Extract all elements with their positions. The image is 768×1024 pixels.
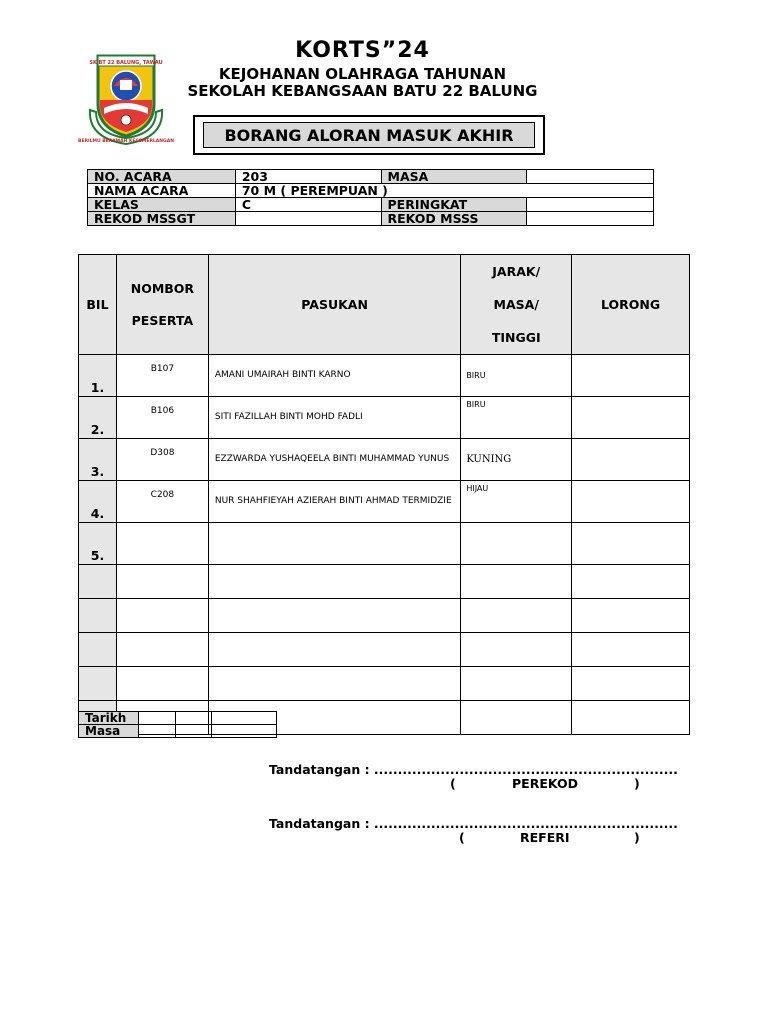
- masa-field-hour[interactable]: [138, 725, 175, 738]
- row-lorong[interactable]: [572, 633, 690, 667]
- header-jarak-line3: TINGGI: [491, 330, 541, 345]
- rekod-mssgt-label: REKOD MSSGT: [88, 212, 236, 226]
- masa-label: MASA: [381, 170, 527, 184]
- tarikh-masa-table: [78, 711, 277, 738]
- header-lorong: LORONG: [572, 255, 690, 355]
- header-bil: BIL: [79, 255, 117, 355]
- row-bil: 1.: [79, 355, 117, 397]
- tarikh-field-year[interactable]: [212, 712, 277, 725]
- form-title-box: [193, 115, 545, 155]
- form-title: BORANG ALORAN MASUK AKHIR: [203, 122, 535, 148]
- table-row-empty: [79, 565, 690, 599]
- row-jarak[interactable]: [461, 667, 572, 701]
- info-row: [88, 212, 654, 226]
- header-jarak-line1: JARAK/: [492, 264, 541, 279]
- event-info-table: [87, 169, 654, 226]
- row-pasukan[interactable]: [208, 667, 460, 701]
- row-pasukan[interactable]: [208, 523, 460, 565]
- masa-value[interactable]: [527, 170, 654, 184]
- row-bil: 4.: [79, 481, 117, 523]
- row-lorong[interactable]: [572, 355, 690, 397]
- row-nombor[interactable]: [116, 667, 208, 701]
- tarikh-field-day[interactable]: [138, 712, 175, 725]
- row-nombor[interactable]: [116, 633, 208, 667]
- row-pasukan[interactable]: AMANI UMAIRAH BINTI KARNO: [208, 355, 460, 397]
- event-subtitle: KEJOHANAN OLAHRAGA TAHUNAN: [218, 65, 507, 83]
- row-bil: 5.: [79, 523, 117, 565]
- table-row: [79, 523, 690, 565]
- rekod-msss-label: REKOD MSSS: [381, 212, 527, 226]
- signature-line-referi[interactable]: Tandatangan : ................................................................: [269, 816, 678, 831]
- row-jarak[interactable]: BIRU: [461, 397, 572, 439]
- no-acara-label: NO. ACARA: [88, 170, 236, 184]
- row-nombor[interactable]: [116, 523, 208, 565]
- role-referi: REFERI: [520, 830, 570, 845]
- info-row: [88, 170, 654, 184]
- table-row-empty: [79, 633, 690, 667]
- nama-acara-label: NAMA ACARA: [88, 184, 236, 198]
- row-bil: [79, 565, 117, 599]
- table-row: [79, 439, 690, 481]
- school-logo: [78, 50, 174, 146]
- logo-bottom-text: BERILMU BERAMAH KECEMERLANGAN: [78, 139, 174, 144]
- header-nombor-line2: PESERTA: [131, 312, 194, 328]
- role-perekod: PEREKOD: [512, 776, 578, 791]
- row-jarak[interactable]: [461, 599, 572, 633]
- table-row: [79, 397, 690, 439]
- table-row-empty: [79, 667, 690, 701]
- row-jarak[interactable]: [461, 701, 572, 735]
- row-bil: [79, 633, 117, 667]
- row-bil: [79, 667, 117, 701]
- row-lorong[interactable]: [572, 397, 690, 439]
- row-jarak[interactable]: HIJAU: [461, 481, 572, 523]
- peringkat-value[interactable]: [527, 198, 654, 212]
- row-jarak[interactable]: [461, 633, 572, 667]
- row-lorong[interactable]: [572, 667, 690, 701]
- row-jarak[interactable]: [461, 565, 572, 599]
- tarikh-row: [79, 712, 277, 725]
- row-jarak[interactable]: [461, 523, 572, 565]
- row-lorong[interactable]: [572, 523, 690, 565]
- kelas-value[interactable]: C: [235, 198, 381, 212]
- rekod-msss-value[interactable]: [527, 212, 654, 226]
- row-lorong[interactable]: [572, 701, 690, 735]
- row-bil: 3.: [79, 439, 117, 481]
- row-pasukan[interactable]: EZZWARDA YUSHAQEELA BINTI MUHAMMAD YUNUS: [208, 439, 460, 481]
- role-open-paren: (: [450, 776, 456, 791]
- row-pasukan[interactable]: [208, 599, 460, 633]
- row-bil: 2.: [79, 397, 117, 439]
- row-pasukan[interactable]: NUR SHAHFIEYAH AZIERAH BINTI AHMAD TERMIDZIE: [208, 481, 460, 523]
- row-pasukan[interactable]: [208, 565, 460, 599]
- masa-tm-label: Masa: [79, 725, 139, 738]
- row-jarak[interactable]: KUNING: [461, 439, 572, 481]
- header-nombor-line1: NOMBOR: [130, 280, 195, 296]
- row-pasukan[interactable]: SITI FAZILLAH BINTI MOHD FADLI: [208, 397, 460, 439]
- peringkat-label: PERINGKAT: [381, 198, 527, 212]
- header-pasukan: PASUKAN: [208, 255, 460, 355]
- info-row: [88, 184, 654, 198]
- header-jarak-line2: MASA/: [493, 297, 539, 312]
- header-jarak-masa-tinggi: [461, 255, 572, 355]
- no-acara-value[interactable]: 203: [235, 170, 381, 184]
- row-nombor[interactable]: D308: [116, 439, 208, 481]
- row-jarak[interactable]: BIRU: [461, 355, 572, 397]
- header-nombor-peserta: [116, 255, 208, 355]
- masa-field-minute[interactable]: [175, 725, 212, 738]
- role-close-paren: ): [634, 830, 640, 845]
- row-nombor[interactable]: B106: [116, 397, 208, 439]
- school-name: SEKOLAH KEBANGSAAN BATU 22 BALUNG: [187, 82, 538, 100]
- participants-table: [78, 254, 690, 735]
- table-row-empty: [79, 599, 690, 633]
- info-row: [88, 198, 654, 212]
- nama-acara-value[interactable]: 70 M ( PEREMPUAN ): [235, 184, 653, 198]
- table-row: [79, 481, 690, 523]
- row-lorong[interactable]: [572, 599, 690, 633]
- table-row: [79, 355, 690, 397]
- row-bil: [79, 599, 117, 633]
- event-title: KORTS”24: [295, 38, 430, 63]
- row-lorong[interactable]: [572, 439, 690, 481]
- row-nombor[interactable]: [116, 599, 208, 633]
- signature-line-perekod[interactable]: Tandatangan : ................................................................: [269, 762, 678, 777]
- row-nombor[interactable]: B107: [116, 355, 208, 397]
- kelas-label: KELAS: [88, 198, 236, 212]
- tarikh-label: Tarikh: [79, 712, 139, 725]
- logo-top-text: SK BT 22 BALUNG, TAWAU: [89, 60, 163, 66]
- role-close-paren: ): [634, 776, 640, 791]
- tarikh-field-month[interactable]: [175, 712, 212, 725]
- row-pasukan[interactable]: [208, 633, 460, 667]
- masa-field-period[interactable]: [212, 725, 277, 738]
- row-nombor[interactable]: C208: [116, 481, 208, 523]
- row-lorong[interactable]: [572, 565, 690, 599]
- row-lorong[interactable]: [572, 481, 690, 523]
- row-nombor[interactable]: [116, 565, 208, 599]
- masa-row: [79, 725, 277, 738]
- role-open-paren: (: [459, 830, 465, 845]
- rekod-mssgt-value[interactable]: [235, 212, 381, 226]
- table-header-row: [79, 255, 690, 355]
